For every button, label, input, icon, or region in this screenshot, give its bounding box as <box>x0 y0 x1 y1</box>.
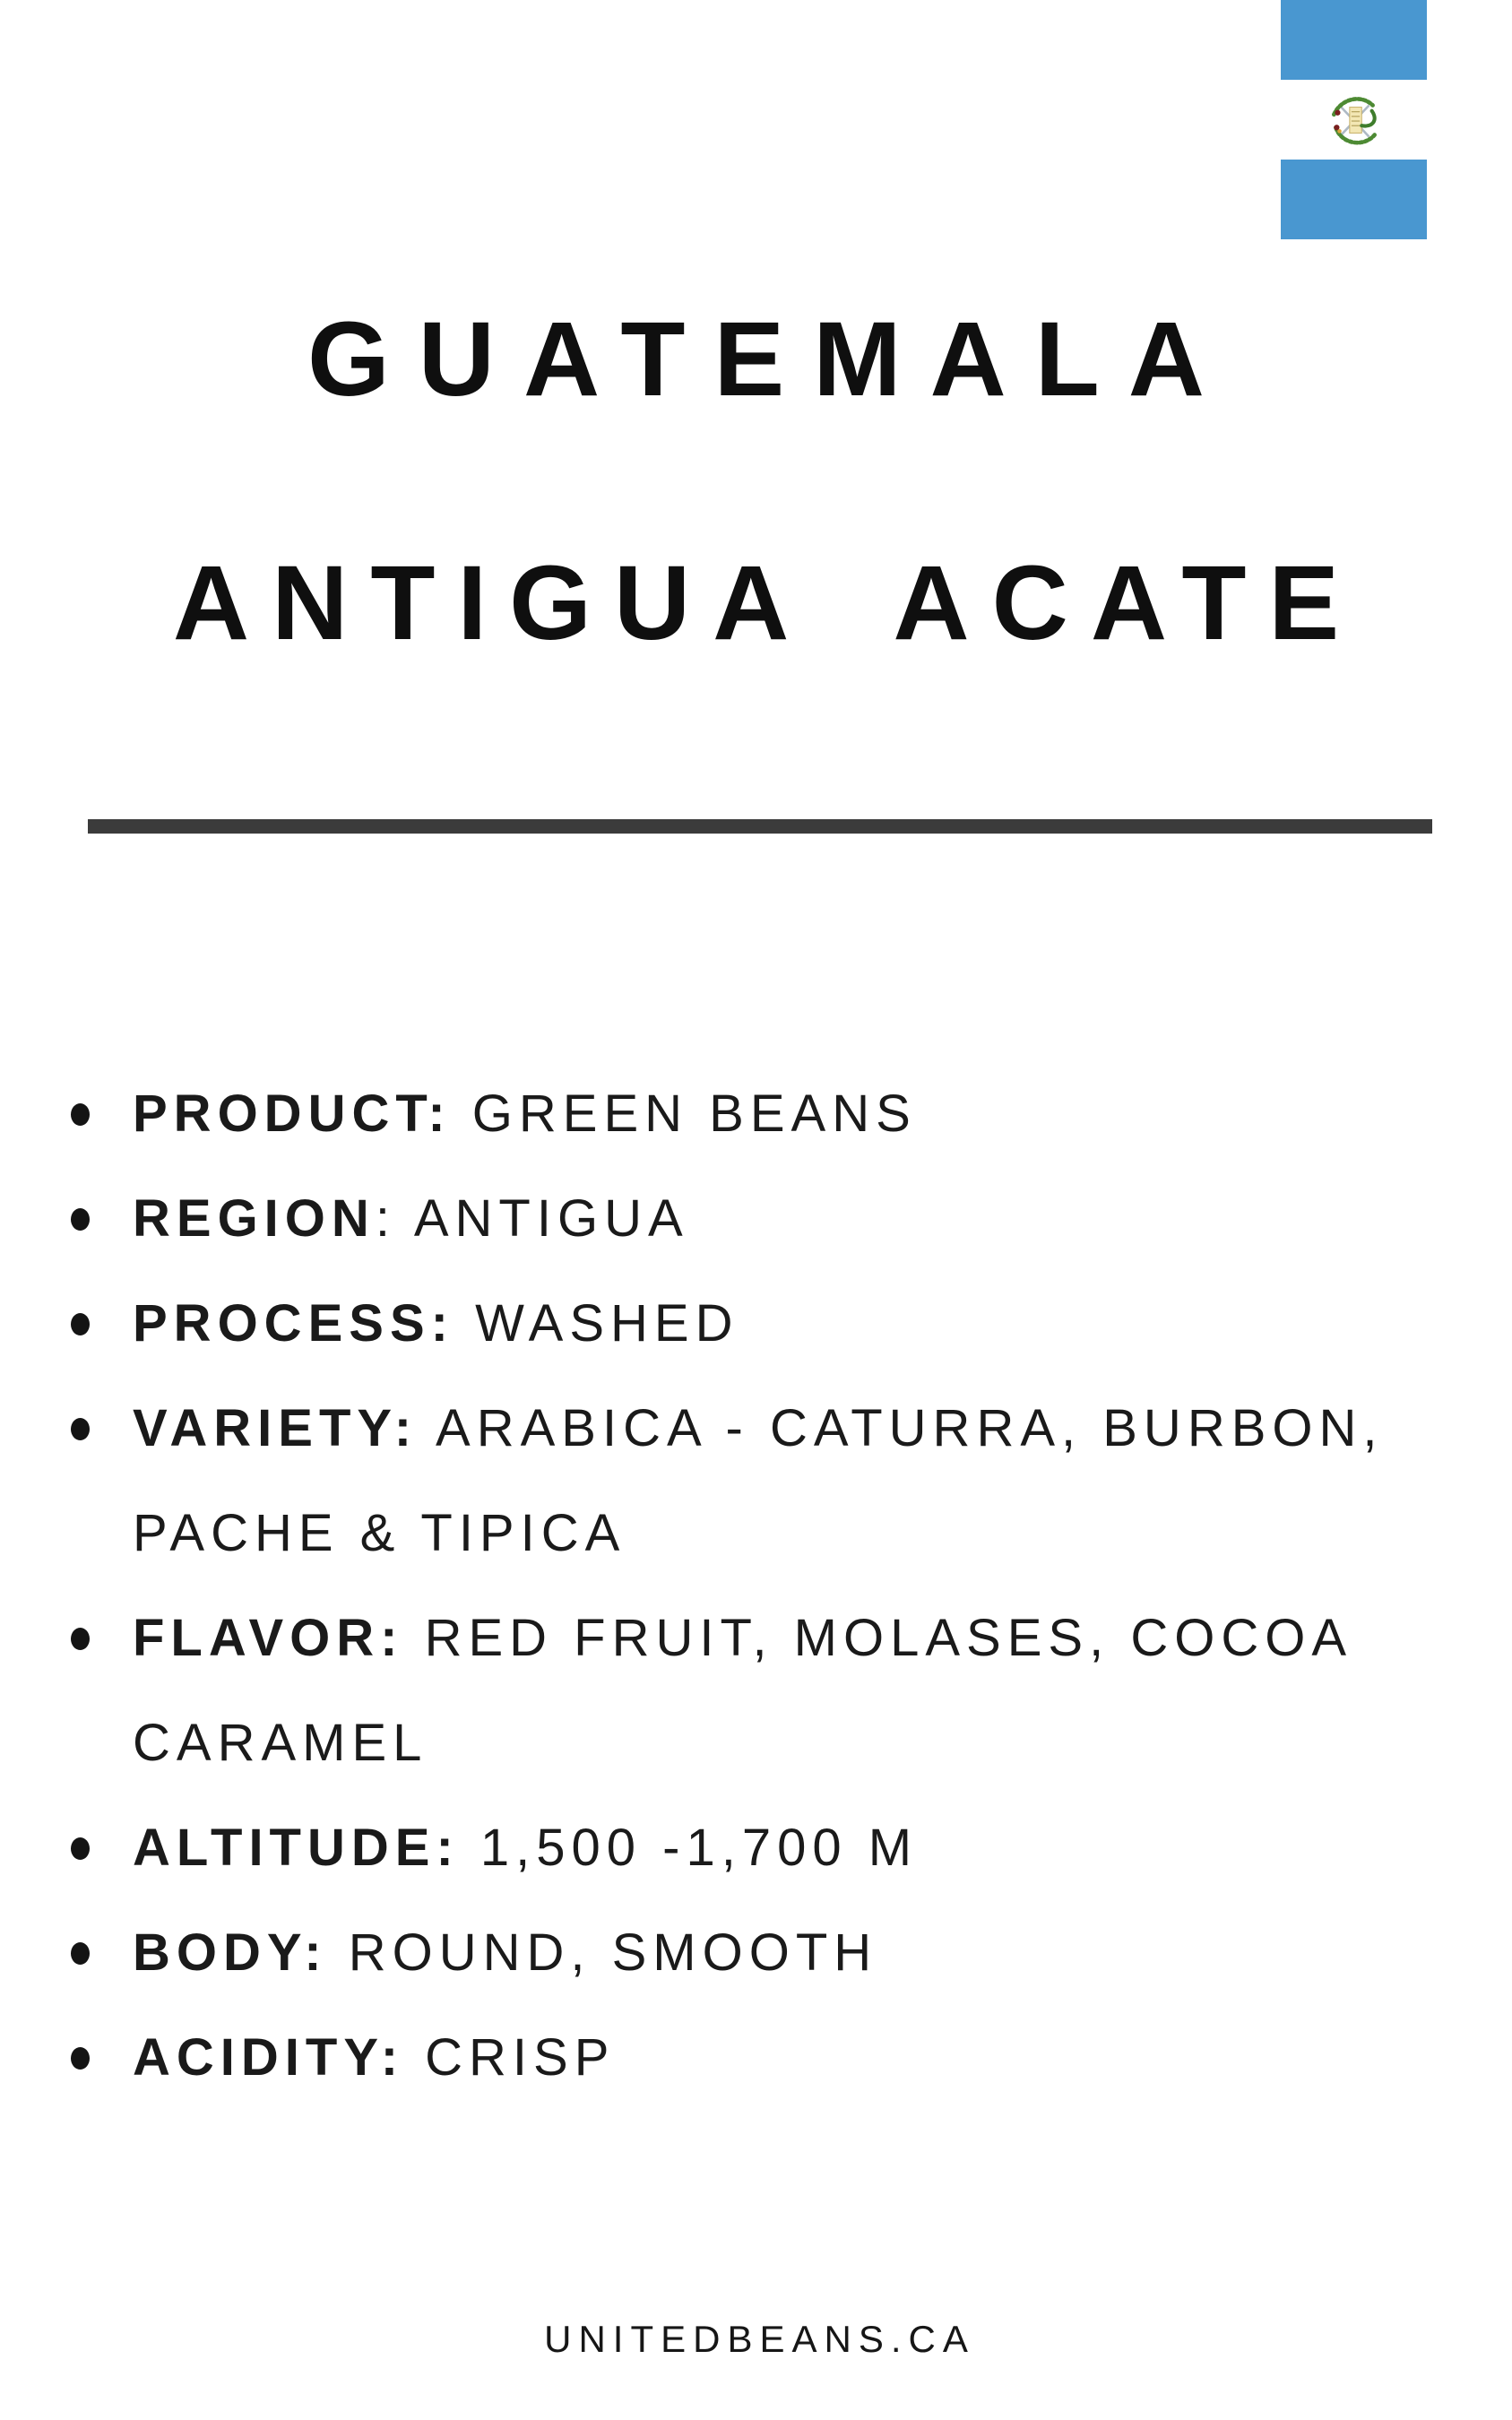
footer-website: UNITEDBEANS.CA <box>544 2318 975 2360</box>
bullet-icon <box>71 1628 90 1650</box>
spec-colon: : <box>380 1609 404 1667</box>
spec-label: FLAVOR <box>133 1609 381 1667</box>
spec-item <box>133 1795 1458 1900</box>
flag-white-stripe <box>1281 80 1427 160</box>
spec-colon: : <box>430 1294 454 1353</box>
spec-colon: : <box>380 2028 405 2087</box>
spec-label: ALTITUDE <box>133 1819 436 1877</box>
spec-value: CARAMEL <box>133 1714 428 1772</box>
spec-item <box>133 1271 1458 1376</box>
bullet-icon <box>71 1208 90 1231</box>
bullet-icon <box>71 1837 90 1860</box>
spec-value: ANTIGUA <box>395 1189 689 1248</box>
spec-item <box>133 1900 1458 2005</box>
spec-value: RED FRUIT, MOLASES, COCOA <box>403 1609 1353 1667</box>
spec-value: CRISP <box>404 2028 616 2087</box>
spec-item <box>133 2005 1458 2110</box>
spec-colon: : <box>375 1189 396 1248</box>
spec-value: 1,500 -1,700 M <box>459 1819 919 1877</box>
bullet-icon <box>71 1103 90 1126</box>
flag-blue-stripe-bottom <box>1281 160 1427 239</box>
spec-item <box>133 1376 1458 1586</box>
spec-label: PRODUCT <box>133 1085 428 1143</box>
spec-list <box>133 1061 1458 2110</box>
spec-value: ARABICA - CATURRA, BURBON, <box>418 1399 1384 1457</box>
title-product-name: ANTIGUA ACATE <box>172 544 1362 662</box>
spec-item <box>133 1061 1458 1166</box>
spec-colon: : <box>393 1399 419 1457</box>
spec-colon: : <box>436 1819 460 1877</box>
spec-colon: : <box>428 1085 452 1143</box>
bullet-icon <box>71 1418 90 1440</box>
spec-label: VARIETY <box>133 1399 394 1457</box>
divider-bar <box>88 819 1432 834</box>
guatemala-flag <box>1281 0 1427 239</box>
spec-value: WASHED <box>454 1294 739 1353</box>
spec-label: ACIDITY <box>133 2028 381 2087</box>
bullet-icon <box>71 1313 90 1335</box>
title-country: GUATEMALA <box>307 300 1234 419</box>
spec-colon: : <box>304 1923 328 1982</box>
spec-item <box>133 1586 1458 1795</box>
guatemala-coat-of-arms-icon <box>1325 91 1384 150</box>
bullet-icon <box>71 1942 90 1965</box>
spec-label: REGION <box>133 1189 376 1248</box>
spec-value: ROUND, SMOOTH <box>327 1923 878 1982</box>
spec-value: GREEN BEANS <box>451 1085 917 1143</box>
flag-blue-stripe-top <box>1281 0 1427 80</box>
bullet-icon <box>71 2047 90 2070</box>
spec-label: PROCESS <box>133 1294 431 1353</box>
spec-value: PACHE & TIPICA <box>133 1504 626 1562</box>
spec-label: BODY <box>133 1923 305 1982</box>
spec-item <box>133 1166 1458 1271</box>
